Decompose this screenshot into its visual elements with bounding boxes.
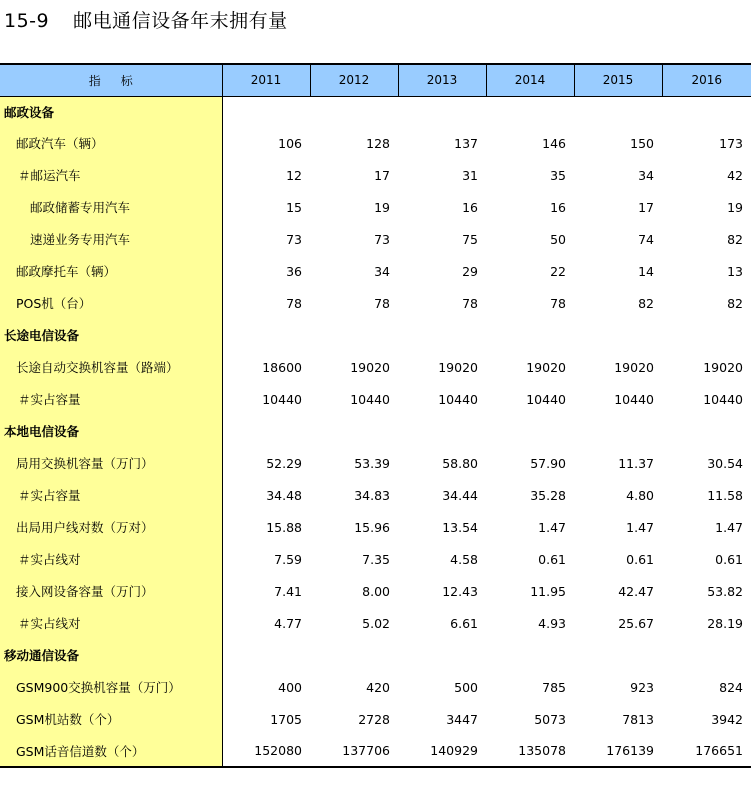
data-cell: 10440: [614, 391, 654, 407]
data-cell: 29: [462, 263, 478, 279]
page-title: [4, 6, 288, 33]
table-row: [0, 543, 751, 575]
data-cell: 7.35: [362, 551, 390, 567]
data-cell: 25.67: [618, 615, 654, 631]
row-label: GSM话音信道数（个）: [0, 735, 222, 767]
data-cell: 420: [366, 679, 390, 695]
data-cell: 1.47: [538, 519, 566, 535]
data-cell: [222, 96, 310, 127]
data-cell: 18600: [262, 359, 302, 375]
row-label: 长途自动交换机容量（路端）: [0, 351, 222, 383]
data-cell: 13: [727, 263, 743, 279]
data-cell: 34.44: [442, 487, 478, 503]
table-row: [0, 191, 751, 223]
data-cell: 137: [454, 135, 478, 151]
table-row: [0, 159, 751, 191]
data-cell: 35.28: [530, 487, 566, 503]
table-row: [0, 735, 751, 767]
data-cell: 128: [366, 135, 390, 151]
data-cell: 52.29: [266, 455, 302, 471]
data-cell: 8.00: [362, 583, 390, 599]
data-cell: 78: [374, 295, 390, 311]
table-body: [0, 96, 751, 767]
data-cell: [222, 319, 310, 351]
row-label: 邮政汽车（辆）: [0, 127, 222, 159]
data-cell: 500: [454, 679, 478, 695]
table-row: [0, 351, 751, 383]
indicator-header: 指标: [0, 64, 222, 96]
data-cell: 3447: [446, 711, 478, 727]
data-cell: 11.37: [618, 455, 654, 471]
data-cell: 152080: [222, 735, 310, 767]
data-cell: 19020: [350, 359, 390, 375]
row-label: POS机（台）: [0, 287, 222, 319]
data-cell: 73: [374, 231, 390, 247]
data-cell: 12.43: [442, 583, 478, 599]
data-cell: 4.80: [626, 487, 654, 503]
data-cell: 34.83: [354, 487, 390, 503]
data-cell: 10440: [262, 391, 302, 407]
data-cell: 10440: [526, 391, 566, 407]
data-cell: 11.95: [530, 583, 566, 599]
section-label: 移动通信设备: [0, 639, 222, 671]
data-cell: 16: [550, 199, 566, 215]
data-cell: [310, 639, 398, 671]
data-cell: 16: [462, 199, 478, 215]
data-cell: 15: [286, 199, 302, 215]
data-cell: 53.82: [707, 583, 743, 599]
data-cell: [222, 415, 310, 447]
data-cell: 1705: [270, 711, 302, 727]
data-cell: 140929: [398, 735, 486, 767]
data-cell: [486, 415, 574, 447]
row-label: GSM900交换机容量（万门）: [0, 671, 222, 703]
table-row: [0, 671, 751, 703]
data-cell: 10440: [438, 391, 478, 407]
row-label: 出局用户线对数（万对）: [0, 511, 222, 543]
data-cell: 146: [542, 135, 566, 151]
data-cell: [398, 96, 486, 127]
data-cell: 7.41: [274, 583, 302, 599]
year-header: 2011: [222, 64, 310, 96]
data-cell: 824: [719, 679, 743, 695]
data-cell: 0.61: [626, 551, 654, 567]
data-cell: 42: [727, 167, 743, 183]
data-cell: [310, 96, 398, 127]
data-cell: 11.58: [707, 487, 743, 503]
data-cell: [398, 319, 486, 351]
data-cell: [222, 639, 310, 671]
data-cell: [574, 639, 662, 671]
row-label: GSM机站数（个）: [0, 703, 222, 735]
data-cell: [486, 319, 574, 351]
data-cell: 19020: [703, 359, 743, 375]
statistics-table: [0, 63, 751, 768]
data-cell: 0.61: [715, 551, 743, 567]
table-row: [0, 383, 751, 415]
data-cell: 5.02: [362, 615, 390, 631]
data-cell: [398, 639, 486, 671]
table-title: 邮电通信设备年末拥有量: [73, 10, 288, 32]
data-cell: 1.47: [626, 519, 654, 535]
section-label: 长途电信设备: [0, 319, 222, 351]
data-cell: 73: [286, 231, 302, 247]
data-cell: 785: [542, 679, 566, 695]
table-row: [0, 287, 751, 319]
row-label: ＃实占线对: [0, 607, 222, 639]
data-cell: 12: [286, 167, 302, 183]
row-label: 速递业务专用汽车: [0, 223, 222, 255]
data-cell: 34.48: [266, 487, 302, 503]
data-cell: 34: [638, 167, 654, 183]
year-header: 2013: [398, 64, 486, 96]
data-cell: 42.47: [618, 583, 654, 599]
data-cell: [662, 639, 751, 671]
table-row: [0, 575, 751, 607]
data-cell: 53.39: [354, 455, 390, 471]
data-cell: 57.90: [530, 455, 566, 471]
table-row: [0, 607, 751, 639]
data-cell: 78: [550, 295, 566, 311]
row-label: 邮政储蓄专用汽车: [0, 191, 222, 223]
data-cell: 2728: [358, 711, 390, 727]
data-cell: 10440: [703, 391, 743, 407]
section-label: 本地电信设备: [0, 415, 222, 447]
data-cell: 50: [550, 231, 566, 247]
data-cell: 78: [286, 295, 302, 311]
data-cell: 923: [630, 679, 654, 695]
data-cell: [398, 415, 486, 447]
data-cell: [574, 415, 662, 447]
section-row: [0, 639, 751, 671]
section-row: [0, 415, 751, 447]
data-cell: 3942: [711, 711, 743, 727]
header-row: [0, 64, 751, 96]
data-cell: [574, 319, 662, 351]
row-label: ＃实占容量: [0, 383, 222, 415]
data-cell: 19: [374, 199, 390, 215]
row-label: ＃邮运汽车: [0, 159, 222, 191]
data-cell: 173: [719, 135, 743, 151]
data-cell: [574, 96, 662, 127]
data-cell: 176139: [574, 735, 662, 767]
data-cell: 19020: [526, 359, 566, 375]
section-label: 邮政设备: [0, 96, 222, 127]
data-cell: 7813: [622, 711, 654, 727]
section-row: [0, 96, 751, 127]
table-number: 15-9: [4, 10, 50, 32]
year-header: 2015: [574, 64, 662, 96]
data-cell: 13.54: [442, 519, 478, 535]
data-cell: 58.80: [442, 455, 478, 471]
data-cell: 35: [550, 167, 566, 183]
data-cell: 137706: [310, 735, 398, 767]
data-cell: 10440: [350, 391, 390, 407]
data-cell: 36: [286, 263, 302, 279]
row-label: ＃实占线对: [0, 543, 222, 575]
table-row: [0, 511, 751, 543]
year-header: 2014: [486, 64, 574, 96]
data-cell: 4.58: [450, 551, 478, 567]
data-cell: 74: [638, 231, 654, 247]
data-cell: 400: [278, 679, 302, 695]
row-label: 邮政摩托车（辆）: [0, 255, 222, 287]
data-cell: 106: [278, 135, 302, 151]
data-cell: 15.88: [266, 519, 302, 535]
data-cell: [662, 96, 751, 127]
data-cell: [310, 319, 398, 351]
section-row: [0, 319, 751, 351]
data-cell: 78: [462, 295, 478, 311]
table-row: [0, 447, 751, 479]
table-row: [0, 223, 751, 255]
data-cell: 19020: [438, 359, 478, 375]
data-cell: [486, 639, 574, 671]
table-row: [0, 255, 751, 287]
data-cell: 82: [727, 295, 743, 311]
data-cell: [310, 415, 398, 447]
data-cell: [662, 319, 751, 351]
data-cell: [486, 96, 574, 127]
data-cell: 28.19: [707, 615, 743, 631]
year-header: 2016: [662, 64, 751, 96]
row-label: ＃实占容量: [0, 479, 222, 511]
data-cell: 82: [638, 295, 654, 311]
table-row: [0, 703, 751, 735]
data-cell: 19020: [614, 359, 654, 375]
row-label: 接入网设备容量（万门）: [0, 575, 222, 607]
data-cell: 4.93: [538, 615, 566, 631]
data-cell: 4.77: [274, 615, 302, 631]
data-cell: 0.61: [538, 551, 566, 567]
data-cell: 135078: [486, 735, 574, 767]
data-cell: 17: [638, 199, 654, 215]
table-row: [0, 479, 751, 511]
data-cell: 6.61: [450, 615, 478, 631]
data-cell: 22: [550, 263, 566, 279]
data-cell: 17: [374, 167, 390, 183]
data-cell: 15.96: [354, 519, 390, 535]
data-cell: 75: [462, 231, 478, 247]
data-cell: [662, 415, 751, 447]
table-row: [0, 127, 751, 159]
data-cell: 5073: [534, 711, 566, 727]
data-cell: 1.47: [715, 519, 743, 535]
data-cell: 30.54: [707, 455, 743, 471]
data-cell: 176651: [662, 735, 751, 767]
row-label: 局用交换机容量（万门）: [0, 447, 222, 479]
data-cell: 19: [727, 199, 743, 215]
data-cell: 34: [374, 263, 390, 279]
year-header: 2012: [310, 64, 398, 96]
data-cell: 150: [630, 135, 654, 151]
data-cell: 7.59: [274, 551, 302, 567]
data-cell: 31: [462, 167, 478, 183]
data-cell: 14: [638, 263, 654, 279]
data-cell: 82: [727, 231, 743, 247]
